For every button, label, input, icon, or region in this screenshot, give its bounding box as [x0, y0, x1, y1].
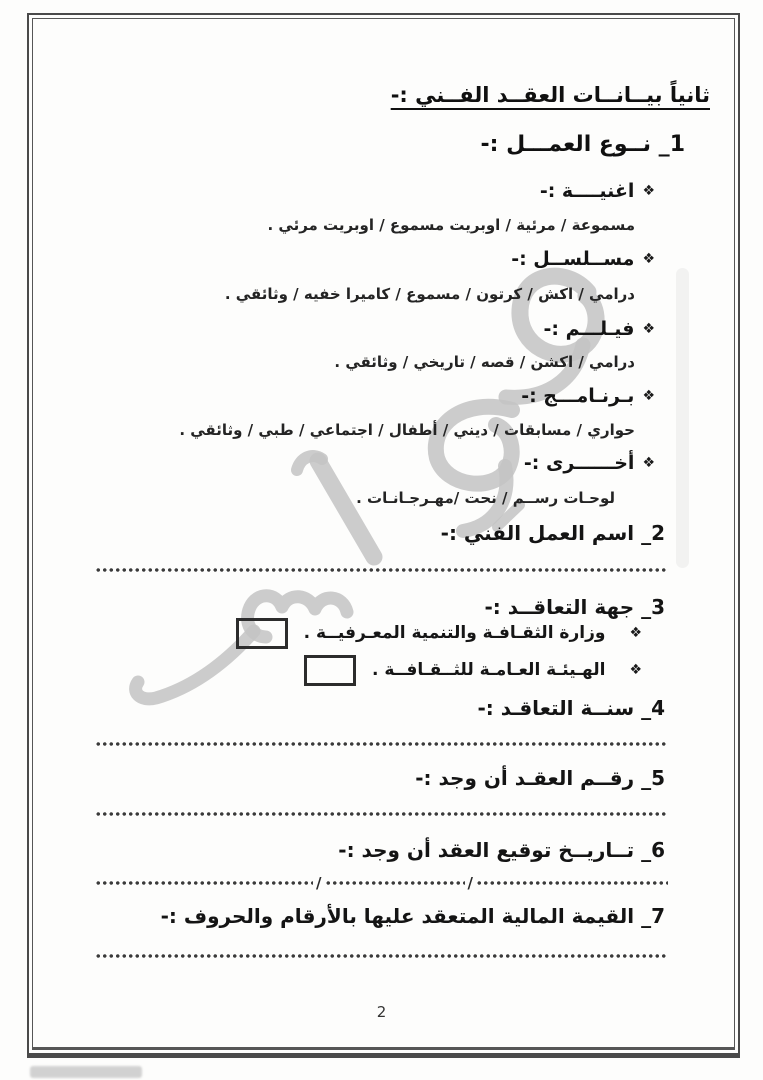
contract-date-fill-line[interactable] — [95, 874, 668, 892]
work-type-song — [540, 180, 655, 204]
diamond-bullet-icon: ❖ — [642, 388, 655, 404]
work-type-program — [521, 385, 655, 409]
work-type-other-label: أخــــــرى :- — [523, 452, 635, 474]
date-year-fill[interactable] — [95, 880, 313, 886]
diamond-bullet-icon: ❖ — [629, 661, 642, 678]
work-name-fill-line[interactable] — [95, 567, 668, 573]
work-type-series-label: مســلســل :- — [511, 248, 635, 270]
work-type-other — [524, 452, 655, 476]
work-type-program-label: بـرنـامـــج :- — [521, 385, 635, 407]
work-type-film-label: فيـلـــم :- — [543, 318, 635, 340]
work-type-film — [544, 318, 656, 342]
section-contract-number-label: 5_ رقــم العقـد أن وجد :- — [415, 766, 665, 790]
form-title: ثانياً بيــانــات العقــد الفــني :- — [390, 83, 710, 107]
date-month-fill[interactable] — [325, 880, 465, 886]
date-separator: / — [316, 874, 322, 892]
other-options: لوحـات رســم / نحت /مهـرجـانـات . — [356, 489, 615, 507]
section-contract-year-label: 4_ سنــة التعاقـد :- — [477, 696, 665, 720]
contract-year-fill-line[interactable] — [95, 741, 668, 747]
section-financial-value-label: 7_ القيمة المالية المتعقد عليها بالأرقام والحروف :- — [160, 904, 665, 928]
choice-ministry-culture — [236, 618, 642, 649]
date-day-fill[interactable] — [476, 880, 668, 886]
choice-general-authority — [304, 655, 642, 686]
diamond-bullet-icon: ❖ — [642, 251, 655, 267]
contract-number-fill-line[interactable] — [95, 811, 668, 817]
diamond-bullet-icon: ❖ — [642, 183, 655, 199]
work-type-song-label: اغنيــــة :- — [539, 180, 635, 202]
film-options: درامي / اكشن / قصه / تاريخي / وثائقي . — [334, 353, 635, 371]
section-contract-date-label: 6_ تــاريــخ توقيع العقد أن وجد :- — [338, 838, 665, 862]
section-contracting-party-label: 3_ جهة التعاقــد :- — [484, 595, 665, 619]
scanner-streak-artifact — [676, 268, 689, 568]
page-number: 2 — [376, 1003, 387, 1021]
date-separator: / — [467, 874, 473, 892]
choice-ministry-culture-label: وزارة الثقـافـة والتنمية المعـرفيــة . — [303, 622, 606, 643]
diamond-bullet-icon: ❖ — [642, 321, 655, 337]
work-type-series — [511, 248, 655, 272]
checkbox-general-authority[interactable] — [304, 655, 356, 686]
section-work-type-label: 1_ نــوع العمـــل :- — [480, 132, 685, 157]
checkbox-ministry-culture[interactable] — [236, 618, 288, 649]
financial-value-fill-line[interactable] — [95, 953, 668, 959]
program-options: حواري / مسابقات / ديني / أطفال / اجتماعي / طبي / وثائقي . — [179, 421, 635, 439]
diamond-bullet-icon: ❖ — [642, 455, 655, 471]
scanner-smudge-artifact — [30, 1066, 142, 1078]
series-options: درامي / اكش / كرتون / مسموع / كاميرا خفيه / وثائقي . — [224, 285, 635, 303]
choice-general-authority-label: الهـيئـة العـامـة للثــقـافــة . — [371, 659, 606, 680]
diamond-bullet-icon: ❖ — [629, 624, 642, 641]
section-work-name-label: 2_ اسم العمل الفني :- — [440, 521, 665, 545]
song-options: مسموعة / مرئية / اوبريت مسموع / اوبريت مرئي . — [267, 216, 635, 234]
